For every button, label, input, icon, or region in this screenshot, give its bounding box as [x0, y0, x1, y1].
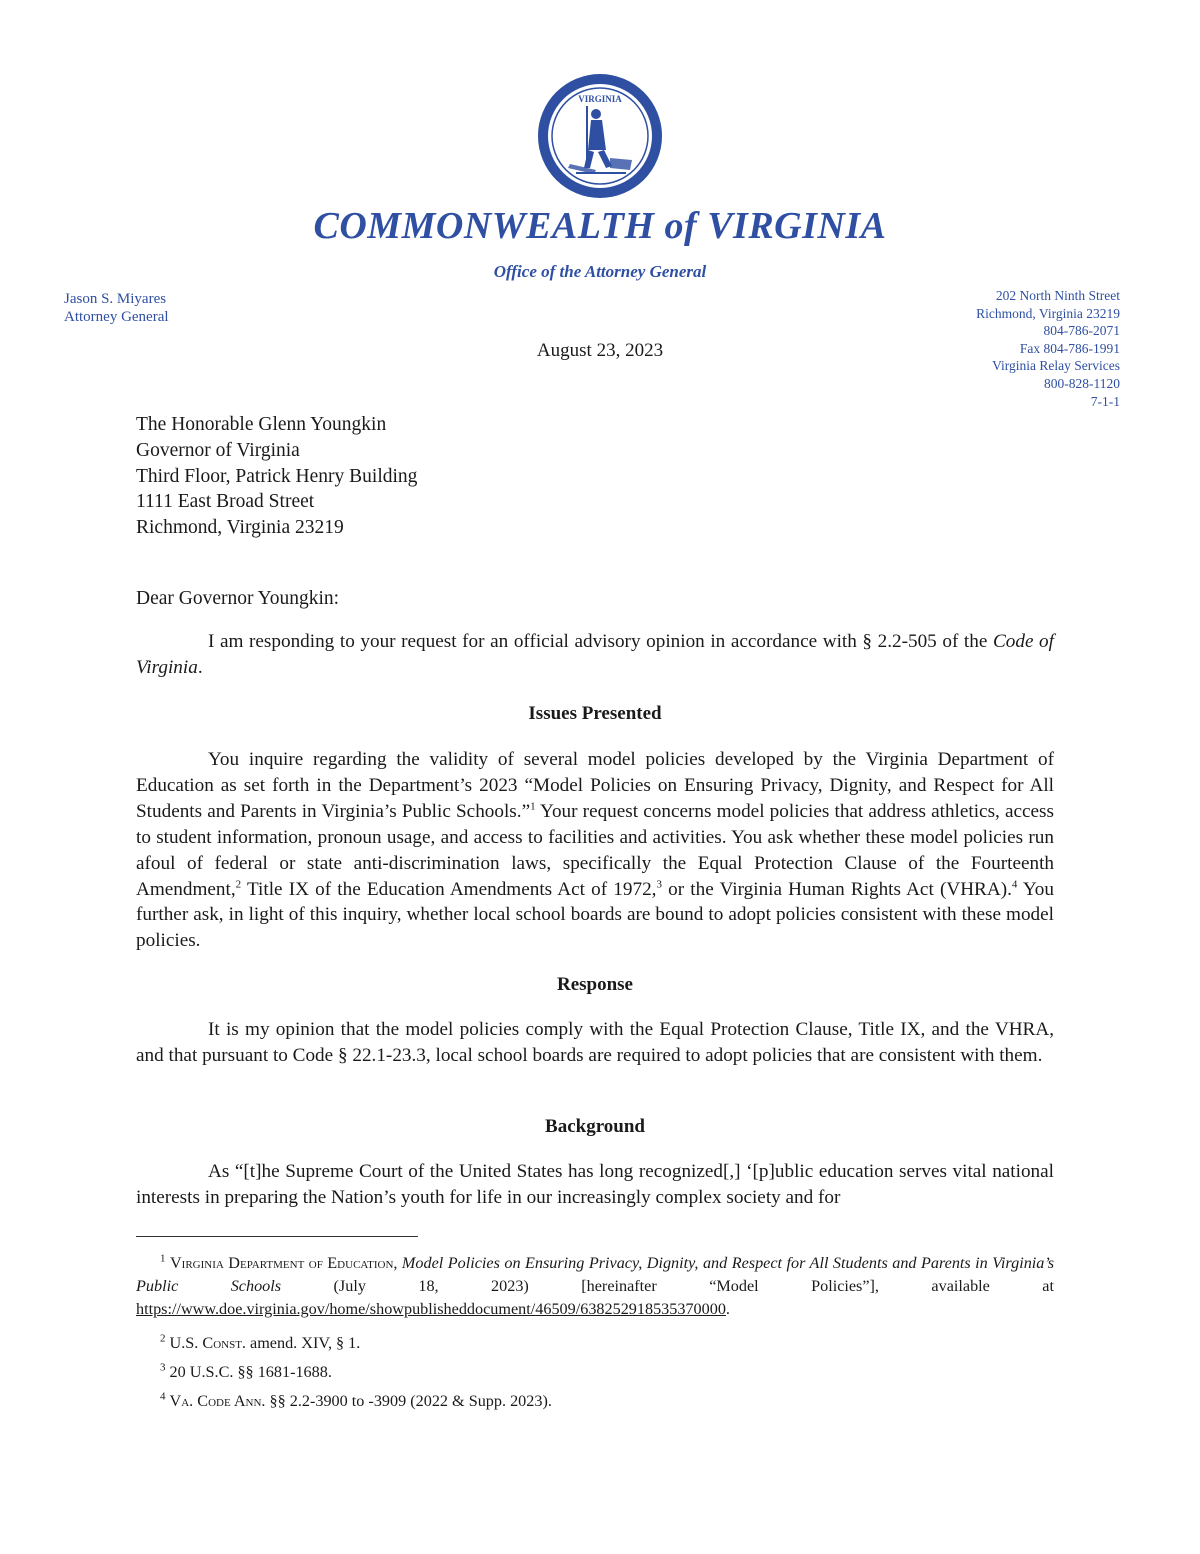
address-line: Virginia Relay Services: [992, 358, 1120, 374]
address-line: 7-1-1: [1090, 393, 1120, 409]
seal-text: VIRGINIA: [578, 94, 622, 104]
recipient-line: Richmond, Virginia 23219: [136, 517, 344, 539]
response-paragraph: It is my opinion that the model policies comply with the Equal Protection Clause, Title IX, and the VHRA, and that pursuant to Code § 22.1-23.3, local school boards are required to adopt policies that are consistent with them.: [136, 1019, 1054, 1066]
footnote-ref: 4: [1011, 878, 1018, 891]
office-subtitle: Office of the Attorney General: [493, 262, 707, 281]
address-line: 804-786-2071: [1043, 323, 1120, 339]
footnote-4: $^4$ Va. Code Ann. §§ 2.2-3900 to -3909 (2022 & Supp. 2023).: [160, 1390, 552, 1410]
intro-paragraph: I am responding to your request for an official advisory opinion in accordance with § 2.2-505 of the Code of Virginia.: [136, 631, 1054, 678]
model-policies-link[interactable]: https://www.doe.virginia.gov/home/showpublisheddocument/46509/638252918535370000: [136, 1300, 726, 1318]
address-line: 202 North Ninth Street: [995, 288, 1120, 303]
footnote-1: $^1$ Virginia Department of Education, Model Policies on Ensuring Privacy, Dignity, and Respect for All Students and Parents in Virginia’s Public Schools (July 18, 2023) [hereinafter “Model Policies”], available at https://www.doe.virginia.gov/home/showpublisheddocument/46509/638252918535370000.: [136, 1252, 1055, 1318]
response-heading: Response: [556, 974, 633, 995]
masthead-title: COMMONWEALTH of VIRGINIA: [313, 205, 887, 247]
footnote-ref: 3: [656, 878, 662, 891]
ag-name: Jason S. Miyares: [64, 291, 167, 307]
ag-title: Attorney General: [64, 309, 169, 325]
footnote-divider: [136, 1236, 418, 1237]
recipient-line: Third Floor, Patrick Henry Building: [136, 465, 418, 487]
issues-paragraph: You inquire regarding the validity of several model policies developed by the Virginia Department of Education as set forth in the Department’s 2023 “Model Policies on Ensuring Privacy, Dignity, and Respect for All Students and Parents in Virginia’s Public Schools.”$^1$ Your request concerns model policies that address athletics, access to student information, pronoun usage, and access to facilities and activities. You ask whether these model policies run afoul of federal or state anti-discrimination laws, specifically the Equal Protection Clause of the Fourteenth Amendment,$^2$ Title IX of the Education Amendments Act of 1972,$^3$ or the Virginia Human Rights Act (VHRA).$^4$ You further ask, in light of this inquiry, whether local school boards are bound to adopt policies consistent with these model policies.: [136, 749, 1054, 952]
issues-heading: Issues Presented: [528, 703, 662, 724]
attorney-general-block: [64, 290, 169, 326]
footnote-3: $^3$ 20 U.S.C. §§ 1681-1688.: [160, 1361, 332, 1381]
address-line: Fax 804-786-1991: [1019, 340, 1120, 356]
recipient-line: The Honorable Glenn Youngkin: [136, 414, 387, 435]
footnote-2: $^2$ U.S. Const. amend. XIV, § 1.: [160, 1332, 361, 1352]
recipient-line: 1111 East Broad Street: [136, 491, 315, 513]
background-heading: Background: [545, 1116, 645, 1137]
address-line: Richmond, Virginia 23219: [976, 305, 1120, 321]
virginia-seal-logo: [536, 72, 664, 200]
background-paragraph: As “[t]he Supreme Court of the United States has long recognized[,] ‘[p]ublic education serves vital national interests in preparing the Nation’s youth for life in our increasingly complex society and for: [136, 1161, 1054, 1208]
footnote-ref: 1: [530, 800, 536, 813]
footnote-ref: 2: [235, 878, 242, 891]
letter-date: August 23, 2023: [536, 340, 664, 361]
salutation: Dear Governor Youngkin:: [136, 588, 340, 609]
recipient-block: [136, 412, 417, 541]
address-line: 800-828-1120: [1044, 375, 1120, 391]
recipient-line: Governor of Virginia: [136, 439, 300, 461]
code-of-virginia: Code of Virginia: [136, 631, 1054, 678]
